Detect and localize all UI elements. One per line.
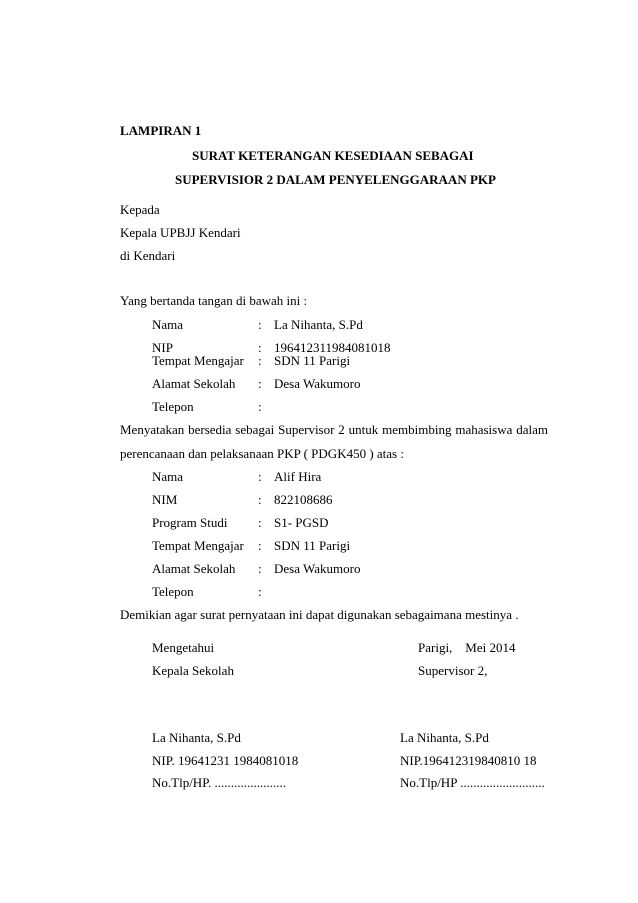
student-value: S1- PGSD <box>274 515 329 530</box>
signer-value: SDN 11 Parigi <box>274 353 351 368</box>
left-sign-phone: No.Tlp/HP. ...................... <box>152 775 286 790</box>
right-sign-name: La Nihanta, S.Pd <box>400 730 489 745</box>
signer-separator: : <box>258 376 262 391</box>
signer-label: Nama <box>152 317 184 332</box>
addressee-line-2: Kepala UPBJJ Kendari <box>120 225 241 240</box>
signer-separator: : <box>258 317 262 332</box>
signer-label: Telepon <box>152 399 194 414</box>
signer-value: Desa Wakumoro <box>274 376 361 391</box>
student-value: Alif Hira <box>274 469 322 484</box>
statement-line-1: Menyatakan bersedia sebagai Supervisor 2 untuk membimbing mahasiswa dalam <box>120 422 548 437</box>
intro-text: Yang bertanda tangan di bawah ini : <box>120 293 308 308</box>
student-label: Program Studi <box>152 515 228 530</box>
title-line-1: SURAT KETERANGAN KESEDIAAN SEBAGAI <box>192 148 474 163</box>
left-sign-name: La Nihanta, S.Pd <box>152 730 241 745</box>
signer-label: Alamat Sekolah <box>152 376 236 391</box>
student-separator: : <box>258 515 262 530</box>
signer-separator: : <box>258 353 262 368</box>
student-value: 822108686 <box>274 492 333 507</box>
student-label: NIM <box>152 492 178 507</box>
signer-separator: : <box>258 340 262 355</box>
statement-line-2: perencanaan dan pelaksanaan PKP ( PDGK450 ) atas : <box>120 446 404 461</box>
left-sign-nip: NIP. 19641231 1984081018 <box>152 753 299 768</box>
student-separator: : <box>258 492 262 507</box>
left-sign-line-1: Mengetahui <box>152 640 215 655</box>
signer-label: Tempat Mengajar <box>152 353 244 368</box>
addressee-line-1: Kepada <box>120 202 160 217</box>
student-label: Nama <box>152 469 184 484</box>
student-label: Telepon <box>152 584 194 599</box>
addressee-line-3: di Kendari <box>120 248 176 263</box>
right-sign-phone: No.Tlp/HP .......................... <box>400 775 545 790</box>
student-label: Alamat Sekolah <box>152 561 236 576</box>
right-sign-line-2: Supervisor 2, <box>418 663 488 678</box>
student-label: Tempat Mengajar <box>152 538 244 553</box>
lampiran-label: LAMPIRAN 1 <box>120 123 202 138</box>
right-sign-place-date: Parigi, Mei 2014 <box>418 640 516 655</box>
signer-value: 196412311984081018 <box>274 340 391 355</box>
signer-label: NIP <box>152 340 173 355</box>
student-value: Desa Wakumoro <box>274 561 361 576</box>
right-sign-nip: NIP.196412319840810 18 <box>400 753 537 768</box>
student-value: SDN 11 Parigi <box>274 538 351 553</box>
student-separator: : <box>258 538 262 553</box>
closing-text: Demikian agar surat pernyataan ini dapat digunakan sebagaimana mestinya . <box>120 607 519 622</box>
signer-value: La Nihanta, S.Pd <box>274 317 363 332</box>
student-separator: : <box>258 469 262 484</box>
left-sign-line-2: Kepala Sekolah <box>152 663 234 678</box>
student-separator: : <box>258 584 262 599</box>
signer-separator: : <box>258 399 262 414</box>
student-separator: : <box>258 561 262 576</box>
title-line-2: SUPERVISIOR 2 DALAM PENYELENGGARAAN PKP <box>175 172 496 187</box>
